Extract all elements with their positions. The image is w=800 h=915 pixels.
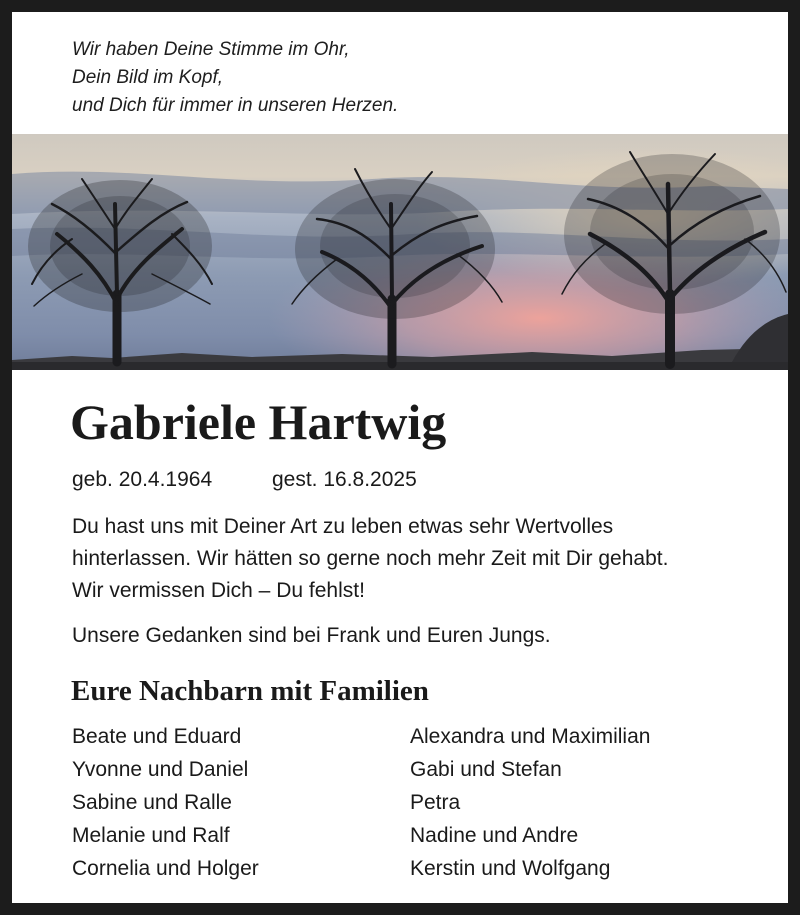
message-line: hinterlassen. Wir hätten so gerne noch mehr Zeit mit Dir gehabt. <box>72 547 669 570</box>
message-line: Wir vermissen Dich – Du fehlst! <box>72 579 365 602</box>
message-line: Du hast uns mit Deiner Art zu leben etwas sehr Wertvolles <box>72 515 614 538</box>
list-item: Beate und Eduard <box>72 725 242 748</box>
thoughts-line: Unsere Gedanken sind bei Frank und Euren Jungs. <box>72 624 551 647</box>
sunset-trees-photo <box>12 134 788 370</box>
quote-line: Dein Bild im Kopf, <box>72 67 224 88</box>
list-item: Yvonne und Daniel <box>72 758 249 781</box>
signature-heading: Eure Nachbarn mit Familien <box>71 675 429 707</box>
list-item: Melanie und Ralf <box>72 824 230 847</box>
memorial-quote <box>72 36 398 120</box>
condolence-message <box>72 511 668 607</box>
list-item: Gabi und Stefan <box>410 758 562 781</box>
birth-date: geb. 20.4.1964 <box>72 468 213 491</box>
list-item: Alexandra und Maximilian <box>410 725 651 748</box>
deceased-name: Gabriele Hartwig <box>70 394 447 450</box>
death-date: gest. 16.8.2025 <box>271 468 417 491</box>
list-item: Nadine und Andre <box>410 824 579 847</box>
list-item: Cornelia und Holger <box>72 857 259 880</box>
list-item: Kerstin und Wolfgang <box>410 857 611 880</box>
life-dates <box>72 465 417 495</box>
names-column-left <box>72 720 259 885</box>
quote-line: und Dich für immer in unseren Herzen. <box>72 95 399 116</box>
names-column-right <box>410 720 650 885</box>
list-item: Petra <box>410 791 461 814</box>
list-item: Sabine und Ralle <box>72 791 232 814</box>
quote-line: Wir haben Deine Stimme im Ohr, <box>72 39 350 60</box>
